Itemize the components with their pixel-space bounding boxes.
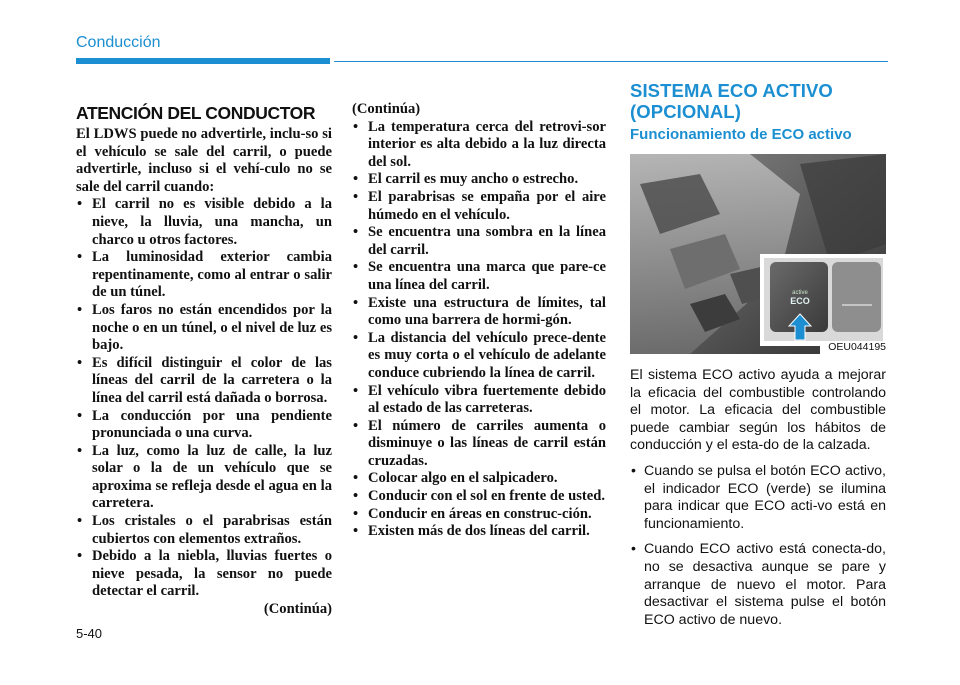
warning-title: ATENCIÓN DEL CONDUCTOR — [76, 103, 316, 123]
page-number: 5-40 — [76, 626, 103, 641]
eco-description — [630, 367, 886, 629]
list-item: • Conducir con el sol en frente de usted. — [352, 488, 606, 506]
list-item: • Existen más de dos líneas del carril. — [352, 523, 606, 541]
list-item: • La luz, como la luz de calle, la luz solar o la de un vehículo que se aproxima se refleja desde el agua en la carretera. — [76, 443, 332, 513]
continued-list — [352, 119, 606, 541]
list-item: • La temperatura cerca del retrovi-sor interior es alta debido a la luz directa del sol. — [352, 119, 606, 172]
continued-label: (Continúa) — [352, 101, 421, 117]
header-rule-thick — [76, 58, 330, 64]
continued-label: (Continúa) — [263, 601, 332, 618]
list-item: • Los faros no están encendidos por la noche o en un túnel, o el nivel de luz es bajo. — [76, 302, 332, 355]
dashboard-illustration — [630, 154, 886, 354]
list-item: • La conducción por una pendiente pronunciada o una curva. — [76, 408, 332, 443]
list-item: • Se encuentra una sombra en la línea del carril. — [352, 224, 606, 259]
list-item: • La distancia del vehículo prece-dente es muy corta o el vehículo de adelante conduce cubriendo la línea de carril. — [352, 330, 606, 383]
eco-label: ECO — [790, 296, 810, 306]
list-item: • El número de carriles aumenta o disminuye o las líneas de carril están cruzadas. — [352, 418, 606, 471]
continued-column — [352, 101, 606, 541]
list-item: • El parabrisas se empaña por el aire húmedo en el vehículo. — [352, 189, 606, 224]
warning-column — [76, 101, 332, 619]
header-rule-thin — [334, 61, 888, 62]
warning-intro: El LDWS puede no advertirle, inclu-so si el vehículo se sale del carril, o puede advertirle, incluso si el vehí-culo no se sale del carril cuando: — [76, 126, 332, 195]
list-item: • La luminosidad exterior cambia repentinamente, como al entrar o salir de un túnel. — [76, 249, 332, 302]
eco-subtitle: Funcionamiento de ECO activo — [630, 126, 852, 143]
eco-title-line: SISTEMA ECO ACTIVO — [630, 80, 833, 101]
eco-paragraph: El sistema ECO activo ayuda a mejorar la eficacia del combustible controlando el motor. La eficacia del combustible puede cambiar según los hábitos de conducción y el esta-do de la calzada. — [630, 367, 886, 454]
image-code: OEU044195 — [820, 341, 886, 354]
eco-column — [630, 80, 886, 637]
list-item: • Debido a la niebla, lluvias fuertes o nieve pesada, la sensor no puede detectar el carril. — [76, 548, 332, 601]
eco-title — [630, 80, 886, 122]
list-item: • Cuando se pulsa el botón ECO activo, el indicador ECO (verde) se ilumina para indicar que ECO acti-vo está en funcionamiento. — [630, 463, 886, 533]
list-item: • Es difícil distinguir el color de las líneas del carril de la carretera o la línea del carril está dañada o borrosa. — [76, 355, 332, 408]
list-item: • Colocar algo en el salpicadero. — [352, 470, 606, 488]
list-item: • Se encuentra una marca que pare-ce una línea del carril. — [352, 259, 606, 294]
dashboard-photo — [630, 154, 886, 354]
eco-list — [630, 463, 886, 629]
eco-title-optional: (OPCIONAL) — [630, 101, 741, 122]
section-title: Conducción — [76, 34, 161, 51]
list-item: • Conducir en áreas en construc-ción. — [352, 506, 606, 524]
list-item: • El carril es muy ancho o estrecho. — [352, 171, 606, 189]
list-item: • El carril no es visible debido a la nieve, la lluvia, una mancha, un charco u otros factores. — [76, 196, 332, 249]
warning-list — [76, 196, 332, 601]
list-item: • El vehículo vibra fuertemente debido al estado de las carreteras. — [352, 383, 606, 418]
list-item: • Los cristales o el parabrisas están cubiertos con elementos extraños. — [76, 513, 332, 548]
list-item: • Cuando ECO activo está conecta-do, no se desactiva aunque se pare y arranque de nuevo el motor. Para desactivar el sistema pulse el botón ECO activo de nuevo. — [630, 541, 886, 629]
active-label: active — [792, 290, 808, 296]
list-item: • Existe una estructura de límites, tal como una barrera de hormi-gón. — [352, 295, 606, 330]
